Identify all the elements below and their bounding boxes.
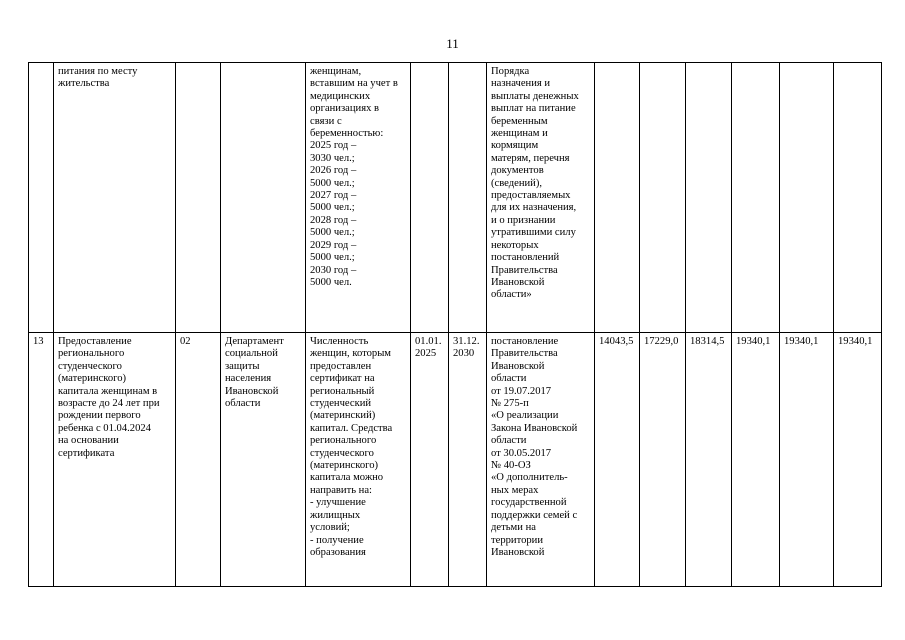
cell-start-date: 01.01. 2025: [411, 333, 449, 587]
cell-code: [176, 63, 221, 333]
cell-value-5: 19340,1: [780, 333, 834, 587]
cell-indicator: Численность женщин, которым предоставлен сертификат на региональный студенческий (материнский) капитал. Средства регионального студенческого (материнского) капитала можно направить на: - улучшение жилищных условий; - получение образования: [306, 333, 411, 587]
cell-end-date: 31.12. 2030: [449, 333, 487, 587]
cell-value-6: 19340,1: [834, 333, 882, 587]
cell-value-2: [640, 63, 686, 333]
cell-executor: Департамент социальной защиты населения Ивановской области: [221, 333, 306, 587]
cell-end-date: [449, 63, 487, 333]
cell-measure-name: питания по месту жительства: [54, 63, 176, 333]
table-row: [29, 333, 882, 587]
cell-value-5: [780, 63, 834, 333]
cell-start-date: [411, 63, 449, 333]
cell-value-4: 19340,1: [732, 333, 780, 587]
cell-legal-basis: постановление Правительства Ивановской области от 19.07.2017 № 275-п «О реализации Закона Ивановской области от 30.05.2017 № 40-ОЗ «О дополнитель- ных мерах государственной поддержки семей с детьми на территории Ивановской: [487, 333, 595, 587]
cell-code: 02: [176, 333, 221, 587]
cell-value-3: [686, 63, 732, 333]
cell-value-3: 18314,5: [686, 333, 732, 587]
table-row: [29, 63, 882, 333]
cell-value-6: [834, 63, 882, 333]
program-table: [28, 62, 882, 587]
cell-value-1: [595, 63, 640, 333]
cell-value-4: [732, 63, 780, 333]
cell-legal-basis: Порядка назначения и выплаты денежных выплат на питание беременным женщинам и кормящим матерям, перечня документов (сведений), предоставляемых для их назначения, и о признании утратившими силу некоторых постановлений Правительства Ивановской области»: [487, 63, 595, 333]
cell-number: [29, 63, 54, 333]
cell-value-1: 14043,5: [595, 333, 640, 587]
cell-indicator: женщинам, вставшим на учет в медицинских организациях в связи с беременностью: 2025 год – 3030 чел.; 2026 год – 5000 чел.; 2027 год – 5000 чел.; 2028 год – 5000 чел.; 2029 год – 5000 чел.; 2030 год – 5000 чел.: [306, 63, 411, 333]
cell-measure-name: Предоставление регионального студенческого (материнского) капитала женщинам в возрасте до 24 лет при рождении первого ребенка с 01.04.2024 на основании сертификата: [54, 333, 176, 587]
cell-value-2: 17229,0: [640, 333, 686, 587]
cell-number: 13: [29, 333, 54, 587]
cell-executor: [221, 63, 306, 333]
page-number: 11: [446, 36, 459, 51]
